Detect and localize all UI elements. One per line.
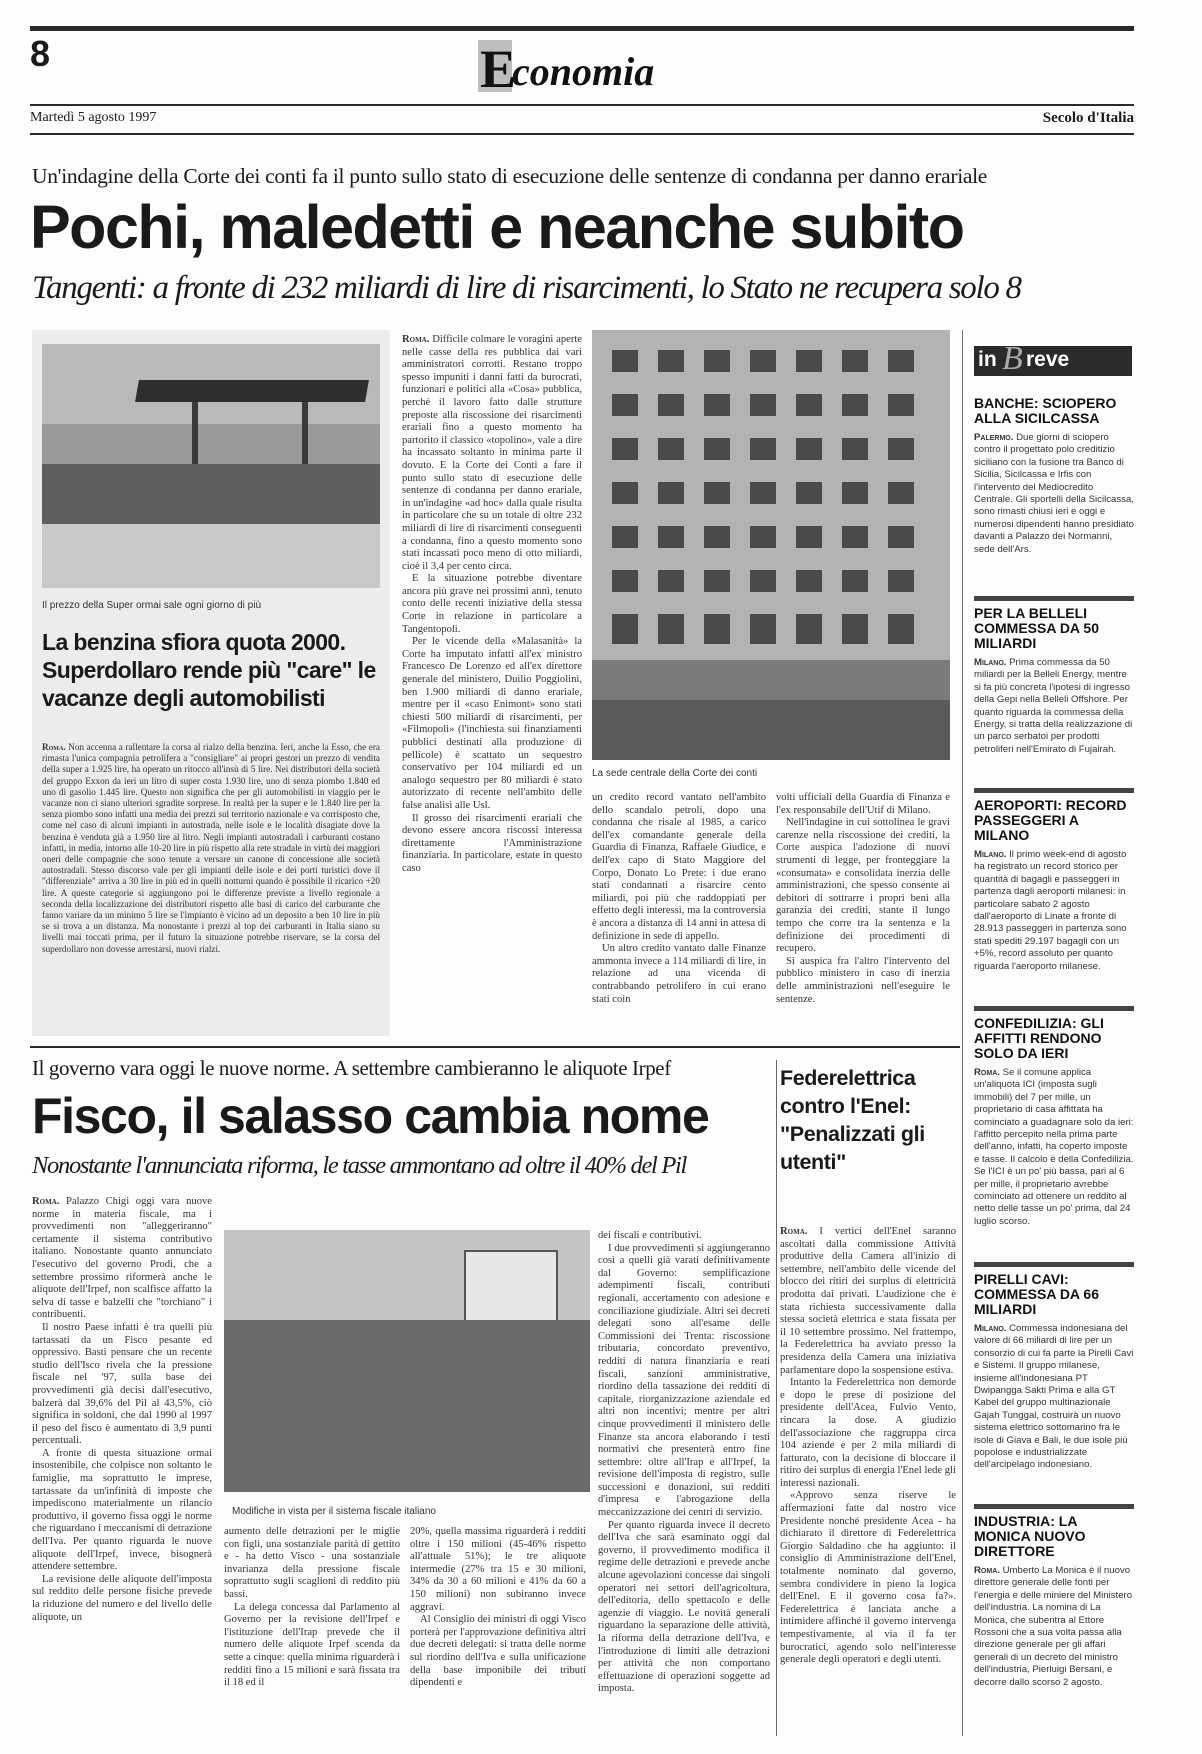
brief-divider (974, 1504, 1134, 1509)
fisco-text: I due provvedimenti si aggiungeranno così a quelli già varati definitivamente dal Governo: semplificazione adempimenti fiscali, contributi regionali, accertamento con adesione e conciliazione giudiziale. Altri sei decreti delegati sono all'esame delle Commissioni dei Trenta: riscossione tributaria, concordato preventivo, redditi di natura finanziaria e reati fiscali, sanzioni amministrative, riordino della tassazione dei redditi di capitale, riorganizzazione aziendale ed altri non incentivi; mentre per altri cinque provvedimenti il ministero delle Finanze sta ancora elaborando i testi normativi che presenterà entro fine settembre: oltre all'Irap e all'Irpef, la revisione dell'imposta di registro, sulle successioni e donazioni, sui redditi d'impresa e l'abrogazione della meccanizzazione dei centri di servizio. (598, 1242, 770, 1519)
section-name: conomia (512, 49, 655, 94)
fisco-col-3 (410, 1526, 586, 1736)
dateline: Milano. (974, 1323, 1007, 1334)
fisco-text: Per quanto riguarda invece il decreto dell'Iva che sarà esaminato oggi dal governo, il provvedimento modifica il regime delle detrazioni e prevede anche alcune agevolazioni concesse dai singoli operatori nei settori dell'agricoltura, dell'editoria, dello spettacolo e delle agenzie di viaggio. Le novità generali riguardano la separazione delle attività, la riforma della detrazione dell'Iva, e l'introduzione di limiti alle detrazioni per attività che non comportano effettuazione di operazioni soggette ad imposta. (598, 1519, 770, 1695)
masthead-rule (30, 104, 1134, 106)
brief-divider (974, 788, 1134, 793)
section-title (478, 39, 655, 99)
page-number: 8 (30, 33, 51, 74)
brief-body: Due giorni di sciopero contro il progettato polo creditizio siciliano con la fusione tra Banco di Sicilia, Sicilcassa e Irfis con l'intervento del Mediocredito Centrale. Gli sportelli della Sicilcassa, sono rimasti chiusi ieri e oggi e numerosi dipendenti hanno presidiato davanti a Palazzo dei Normanni, sede dell'Ars. (974, 432, 1135, 555)
fisco-text: dei fiscali e contributivi. (598, 1230, 702, 1241)
fisco-text: A fronte di questa situazione ormai insostenibile, che colpisce non soltanto le famiglie, ma soprattutto le imprese, tartassate da un'infinità di imposte che impediscono materialmente un rilancio produttivo, il governo fissa oggi le norme che riguardano i meccanismi di detrazione dell'Iva. Per quanto riguarda le nuove aliquote dell'Irpef, invece, bisognerà attendere settembre. (32, 1447, 212, 1573)
lead-text: Il grosso dei risarcimenti erariali che devono essere ancora riscossi interessa direttamente l'Amministrazione finanziaria. In particolare, estate in questo caso (402, 812, 582, 874)
dateline: Roma. (402, 334, 430, 345)
brief-divider (974, 1006, 1134, 1011)
brief-body: Prima commessa da 50 miliardi per la Belleli Energy, mentre si fa più concreta l'ipotesi di ingresso della Gepi nella Belleli Offshore. Per quanto riguarda la commessa della Energy, si tratta della realizzazione di un parco serbatoi per prodotti petroliferi nell'Emirato di Fujairah. (974, 657, 1133, 755)
fisco-text: Palazzo Chigi oggi vara nuove norme in materia fiscale, ma i provvedimenti non "alleggeriranno" certamente il sistema contributivo italiano. Nonostante quanto annunciato l'esecutivo del governo Prodi, che a settembre prossimo riformerà anche le aliquote dell'Irpef, non scalfisce affatto la selva di tasse e balzelli che "torchiano" i contribuenti. (32, 1196, 212, 1321)
lead-col-3 (776, 792, 950, 1036)
counter-sign (464, 1250, 558, 1324)
fisco-caption: Modifiche in vista per il sistema fiscale italiano (232, 1506, 436, 1517)
cars-row (42, 464, 380, 524)
corte-caption: La sede centrale della Corte dei conti (592, 768, 758, 779)
queue-crowd (224, 1320, 590, 1492)
inbreve-label-in: in (978, 348, 997, 371)
section-initial: E (480, 39, 517, 99)
fisco-text: Il nostro Paese infatti è tra quelli più tartassati da un Fisco pesante ed oppressivo. Basti pensare che un recente studio dell'Isco rivela che la pressione fiscale nel '97, sulla base dei provvedimenti già decisi dall'esecutivo, balzerà dal 39,6% del Pil al 43,5%, ciò significa in soldoni, che dal 1990 al 1997 il peso del fisco è aumentato di 3,9 punti percentuali. (32, 1321, 212, 1447)
brief-body: Il primo week-end di agosto ha registrato un record storico per quantità di bagagli e passeggeri in partenza dagli aeroporti milanesi: in particolare sabato 2 agosto dall'aeroporto di Linate a fronte di 28.913 passeggeri in partenza sono stati spediti 29.197 bagagli con un +5%, record assoluto per quanto riguarda l'aeroporto milanese. (974, 849, 1127, 972)
benzina-caption: Il prezzo della Super ormai sale ogni giorno di più (42, 600, 262, 611)
building-drawing (592, 330, 950, 760)
brief-item-belleli (974, 606, 1134, 756)
brief-divider (974, 596, 1134, 601)
brief-title: BANCHE: SCIOPERO ALLA SICILCASSA (974, 395, 1117, 426)
issue-date: Martedì 5 agosto 1997 (30, 110, 157, 125)
lead-subhead: Tangenti: a fronte di 232 miliardi di lire di risarcimenti, lo Stato ne recupera solo 8 (32, 270, 1021, 306)
brief-text (974, 849, 1134, 973)
fisco-col-2 (224, 1526, 400, 1736)
brief-item-industria (974, 1514, 1134, 1689)
brief-text (974, 432, 1134, 556)
federelettrica-text: I vertici dell'Enel saranno ascoltati dalla commissione Attività produttive della Camera all'inizio di settembre, nell'ambito delle vicende del blocco dei ritiri dei surplus di elettricità prodotta dai privati. L'audizione che è stata richiesta successivamente dalla stessa società elettrica e stata fissata per il 10 settembre prossimo. Nel frattempo, la Federelettrica ha avviato presso la presidenza della Camera una iniziativa parlamentare dopo la sospensione estiva. (780, 1226, 956, 1376)
lead-text: volti ufficiali della Guardia di Finanza e l'ex responsabile dell'Utif di Milano. (776, 792, 950, 816)
brief-divider (974, 1262, 1134, 1267)
federelettrica-text: Intanto la Federelettrica non demorde e dopo le prese di posizione del presidente dell'Acea, Fulvio Vento, rincara la dose. A giudizio dell'associazione che raggruppa circa 104 aziende e per 2 mila miliardi di fatturato, con la decisione di bloccare il ritiro dei surplus di energia l'Enel lede gli interessi nazionali. (780, 1377, 956, 1489)
benzina-text: Non accenna a rallentare la corsa al rialzo della benzina. Ieri, anche la Esso, che era rimasta l'unica compagnia petrolifera a "consigliare" ai propri gestori un prezzo di vendita della super a 1.925 lire, ha operato un ritocco all'insù di 5 lire. Nei distributori della società del gruppo Exxon da ieri un litro di super costa 1.930 lire, uno di senza piombo 1.840 ed uno di gasolio 1.445 lire. Questo non significa che per gli automobilisti in viaggio per le vacanze non ci siano ulteriori sgradite sorprese. In realtà per la super e le 1.840 lire per la senza piombo sono infatti una media dei prezzi sul territorio nazionale e va corrisposto che, come nel caso di alcuni impianti in autostrada, nelle isole e le località disagiate dove la benzina è venduta già a 1.950 lire al litro. Negli impianti autostradali i carburanti costano infatti, in media, intorno alle 10-20 lire in più rispetto alla rete stradale in virtù dei maggiori oneri delle compagnie che sono tenute a versare un canone di concessione alle società autostradali. Stesso discorso vale per gli impianti delle isole e dei porti turistici dove il "differenziale" arriva a 30 lire in più ed in quelli notturni quando è possibile il ricarico +20 lire. A queste categorie si aggiungono poi le differenze previste a livello regionale a seconda della localizzazione dei distributori rispetto alle basi di carico del carburante che fanno variare da un minimo 5 lire se l'impianto è vicino ad un deposito a ben 10 lire in più se si trova a un distanza. Ma nonostante i prezzi al top dei carburanti in Italia siano su livelli mai toccati prima, per il futuro la situazione potrebbe riservare, se la corsa del superdollaro non dovesse arrestarsi, nuovi rialzi. (42, 742, 380, 954)
brief-title: AEROPORTI: RECORD PASSEGGERI A MILANO (974, 797, 1127, 843)
dateline: Milano. (974, 657, 1007, 668)
petrol-station-photo (42, 344, 380, 588)
lead-col-1 (402, 334, 582, 1036)
lead-text: Si auspica fra l'altro l'intervento del pubblico ministero in caso di inerzia delle amministrazioni nell'eseguire le sentenze. (776, 955, 950, 1005)
brief-item-aeroporti (974, 798, 1134, 973)
dateline: Roma. (42, 742, 66, 752)
tax-office-photo (224, 1230, 590, 1492)
brief-item-confedilizia (974, 1016, 1134, 1228)
fisco-text: Al Consiglio dei ministri di oggi Visco porterà per l'approvazione definitiva altri due decreti delegati: si tratta delle norme sul riordino dell'Iva e sulla unificazione della base imponibile dei tributi dipendenti e (410, 1614, 586, 1689)
benzina-headline: La benzina sfiora quota 2000. Superdollaro rende più "care" le vacanze degli automobilisti (42, 629, 376, 711)
lead-text: Un altro credito vantato dalle Finanze ammonta invece a 114 miliardi di lire, in relazione ad una vicenda di contrabbando petrolifero in cui erano stati coin (592, 943, 766, 1005)
forecourt (42, 524, 380, 588)
federelettrica-text: «Approvo senza riserve le affermazioni fatte dal nostro vice Presidente nonché presidente Acea - ha dichiarato il direttore di Federelettrica Giorgio Saldadino che ha aggiunto: il consiglio di Amministrazione dell'Enel, totalmente nominato dal governo, sembra condividere in pieno la logica dell'Enel. E il governo cosa fa?». Federelettrica è lanciata anche a intimidere affinché il governo intervenga tempestivamente, al via il fa ter burocratici, agendo solo nell'interesse generale degli operatori e degli utenti. (780, 1490, 956, 1666)
canopy (135, 380, 369, 402)
dateline: Roma. (780, 1226, 808, 1237)
inbreve-label-b: B (1002, 340, 1023, 377)
lead-text: Per le vicende della «Malasanità» la Corte ha imputato infatti all'ex ministro Francesco De Lorenzo ed all'ex direttore generale del ministero, Duilio Poggiolini, ben 1.900 miliardi di danno erariale, mentre per il «caso Enimont» sono stati chiesti 500 miliardi di risarcimenti, per «Filmopoli» (l'inchiesta sui finanziamenti pubblici destinati alla produzione di pellicole) è scattato un sequestro conservativo per 104 miliardi ed un analogo sequestro per 80 miliardi è stato autorizzato di recente nell'ambito delle false analisi alle Usl. (402, 636, 582, 811)
date-rule (30, 133, 1134, 135)
section-divider (30, 1046, 960, 1048)
federelettrica-headline: Federelettrica contro l'Enel: "Penalizzati gli utenti" (780, 1066, 925, 1174)
fisco-kicker: Il governo vara oggi le nuove norme. A settembre cambieranno le aliquote Irpef (32, 1056, 671, 1080)
inbreve-banner (974, 340, 1132, 377)
sidebar-rule (962, 330, 963, 1736)
brief-body: Umberto La Monica è il nuovo direttore generale delle fonti per l'energia e delle miniere del Ministero dell'industria. La nomina di La Monica, che subentra al Ettore Rossoni che a sua volta passa alla direzione generale per gli affari generali di un decreto del ministro dell'industria, Pierluigi Bersani, e decorre dallo scorso 2 agosto. (974, 1565, 1133, 1688)
benzina-body (42, 742, 380, 1028)
brief-text (974, 1067, 1134, 1228)
dateline: Roma. (32, 1196, 60, 1207)
fisco-headline: Fisco, il salasso cambia nome (32, 1088, 709, 1144)
brief-body: Se il comune applica un'aliquota ICI (imposta sugli immobili) del 7 per mille, un proprietario di casa affittata ha cominciato a guadagnare solo da ieri: l'affitto percepito nella prima parte dell'anno, infatti, ha coperto imposte e tasse. Il calcolo è della Confedilizia. Se l'ICI è un po' più bassa, pari al 6 per mille, il proprietario avrebbe cominciato ad ottenere un reddito al netto delle tasse un po' prima, dal 24 luglio scorso. (974, 1067, 1134, 1227)
dateline: Roma. (974, 1067, 1000, 1078)
fisco-text: 20%, quella massima riguarderà i redditi oltre i 150 milioni (45-46% rispetto all'attuale 51%); le tre aliquote intermedie (27% tra 15 e 30 milioni, 34% da 30 a 60 milioni e 41% da 60 a 150 milioni) non subiranno invece aggravi. (410, 1526, 586, 1613)
newspaper-name: Secolo d'Italia (1042, 110, 1134, 126)
fisco-subhead: Nonostante l'annunciata riforma, le tasse ammontano ad oltre il 40% del Pil (32, 1152, 687, 1179)
federelettrica-body (780, 1226, 956, 1736)
lead-text: Nell'indagine in cui sottolinea le gravi carenze nella riscossione dei crediti, la Corte auspica l'adozione di nuovi strumenti di legge, per fronteggiare la «consumata» e consolidata inerzia delle amministrazioni, che spesso consente ai debitori di sottrarre i propri beni alla garanzia dei crediti, stante il lungo tempo che corre tra la sentenza e la definizione dei procedimenti di recupero. (776, 817, 950, 955)
fisco-col-4 (598, 1230, 770, 1736)
lead-text: Difficile colmare le voragini aperte nelle casse della res pubblica dai vari amministratori corrotti. Restano troppo spesso impuniti i danni fatti da burocrati, funzionari e politici alla «Cosa» pubblica, perché il lavoro fatto dalle strutture preposte alla riscossione dei risarcimenti erariali fino a questo momento ha partorito il classico «topolino», vale a dire ha incassato soltanto in minima parte il dovuto. E la Corte dei Conti a fare il punto sullo stato di esecuzione delle sentenze di condanna per danno erariale, in un'indagine «ad hoc» dalla quale risulta in particolare che su un totale di oltre 232 miliardi di lire di risarcimenti conseguenti a condanna, fino a questo momento sono stati incassati poco meno di otto miliardi, cioè il 3,4 per cento circa. (402, 334, 582, 572)
lead-col-2 (592, 792, 766, 1036)
dateline: Roma. (974, 1565, 1000, 1576)
fisco-text: La delega concessa dal Parlamento al Governo per la revisione dell'Irpef e l'istituzione dell'Irap prevede che il numero delle aliquote Irpef scenda da sette a cinque: quella minima riguarderà i redditi fino a 15 milioni e sarà fissata tra il 18 ed il (224, 1601, 400, 1689)
fisco-text: aumento delle detrazioni per le miglie con figli, una sostanziale parità di gettito e - ha detto Visco - una sostanziale invarianza della pressione fiscale soprattutto sugli scaglioni di reddito più bassi. (224, 1526, 400, 1600)
corte-dei-conti-photo (592, 330, 950, 760)
brief-title: CONFEDILIZIA: GLI AFFITTI RENDONO SOLO DA IERI (974, 1015, 1104, 1061)
fisco-text: La revisione delle aliquote dell'imposta sul reddito delle persone fisiche prevede la riduzione del numero e del livello delle aliquote, un (32, 1573, 212, 1623)
lead-text: E la situazione potrebbe diventare ancora più grave nei prossimi anni, tenuto conto delle recenti iniziative della stessa Corte in relazione in particolare a Tangentopoli. (402, 573, 582, 635)
brief-title: INDUSTRIA: LA MONICA NUOVO DIRETTORE (974, 1513, 1086, 1559)
brief-text (974, 1323, 1134, 1472)
top-rule (30, 26, 1134, 31)
brief-body: Commessa indonesiana del valore di 66 miliardi di lire per un consorzio di cui fa parte la Pirelli Cavi e Sistemi. Il gruppo milanese, insieme all'indonesiana PT Dwipangga Sakti Prima e alla GT Kabel del gruppo multinazionale Gajah Tunggal, costruirà un nuovo sistema elettrico sottomarino fra le isole di Giava e Bali, le due isole più popolose e industrializzate dell'arcipelago indonesiano. (974, 1323, 1134, 1471)
brief-title: PIRELLI CAVI: COMMESSA DA 66 MILIARDI (974, 1271, 1099, 1317)
inbreve-label-rest: reve (1026, 348, 1070, 371)
lead-kicker: Un'indagine della Corte dei conti fa il punto sullo stato di esecuzione delle sentenze di condanna per danno erariale (32, 164, 988, 188)
brief-text (974, 1565, 1134, 1689)
column-rule (776, 1060, 777, 1736)
lead-text: un credito record vantato nell'ambito dello scandalo petroli, dopo una condanna che risale al 1985, a carico dell'ex comandante generale della Guardia di Finanza, Raffaele Giudice, e dell'ex capo di Stato Maggiore del Corpo, Donato Lo Prete: i due erano stati condannati a risarcire cento miliardi, poi più che raddoppiati per effetto degli interessi, ma la controversia è ancora a distanza di 14 anni in attesa di definizione in sede di appello. (592, 792, 766, 942)
dateline: Palermo. (974, 432, 1014, 443)
dateline: Milano. (974, 849, 1007, 860)
brief-text (974, 657, 1134, 756)
section-initial-block (478, 39, 517, 99)
brief-item-pirelli (974, 1272, 1134, 1472)
fisco-col-1 (32, 1196, 212, 1736)
brief-item-banche (974, 396, 1134, 556)
brief-title: PER LA BELLELI COMMESSA DA 50 MILIARDI (974, 605, 1099, 651)
lead-headline: Pochi, maledetti e neanche subito (30, 193, 964, 261)
